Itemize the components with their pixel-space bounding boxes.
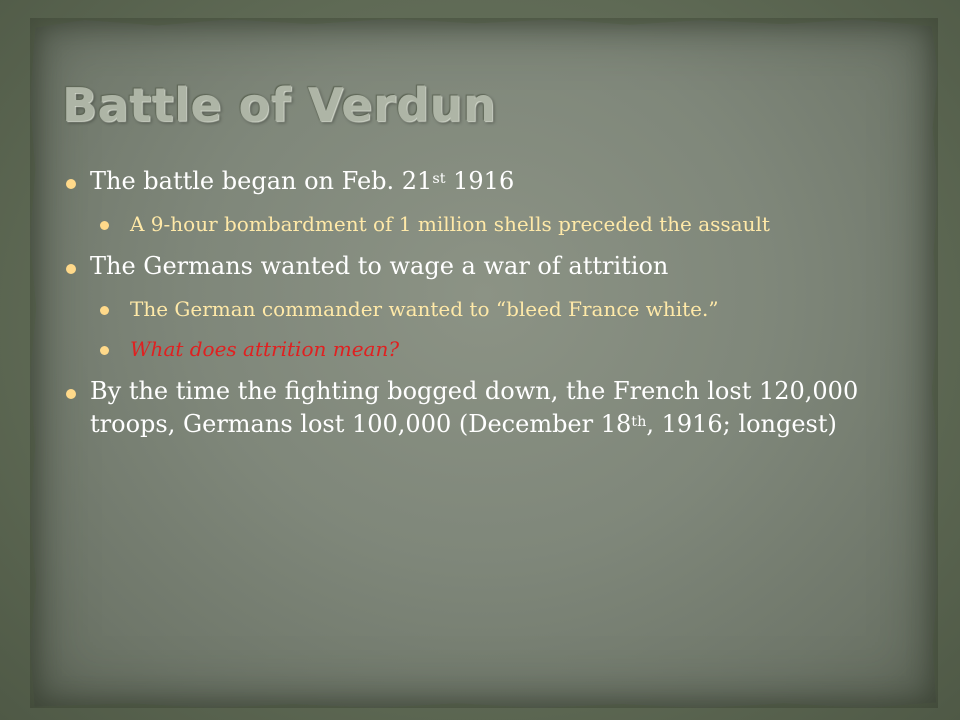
sub-bullet-bombardment: A 9-hour bombardment of 1 million shells preceded the assault [98,210,912,238]
bullet-list [62,165,912,453]
bullet-battle-began: The battle began on Feb. 21st 1916 [62,165,912,198]
sub-bullet-bleed-france: The German commander wanted to “bleed France white.” [98,295,912,323]
bullet-war-of-attrition: The Germans wanted to wage a war of attrition [62,250,912,283]
bullet-casualties: By the time the fighting bogged down, the French lost 120,000 troops, Germans lost 100,000 (December 18th, 1916; longest) [62,375,912,441]
sub-bullet-question: What does attrition mean? [98,335,912,363]
slide-title: Battle of Verdun [62,78,497,132]
